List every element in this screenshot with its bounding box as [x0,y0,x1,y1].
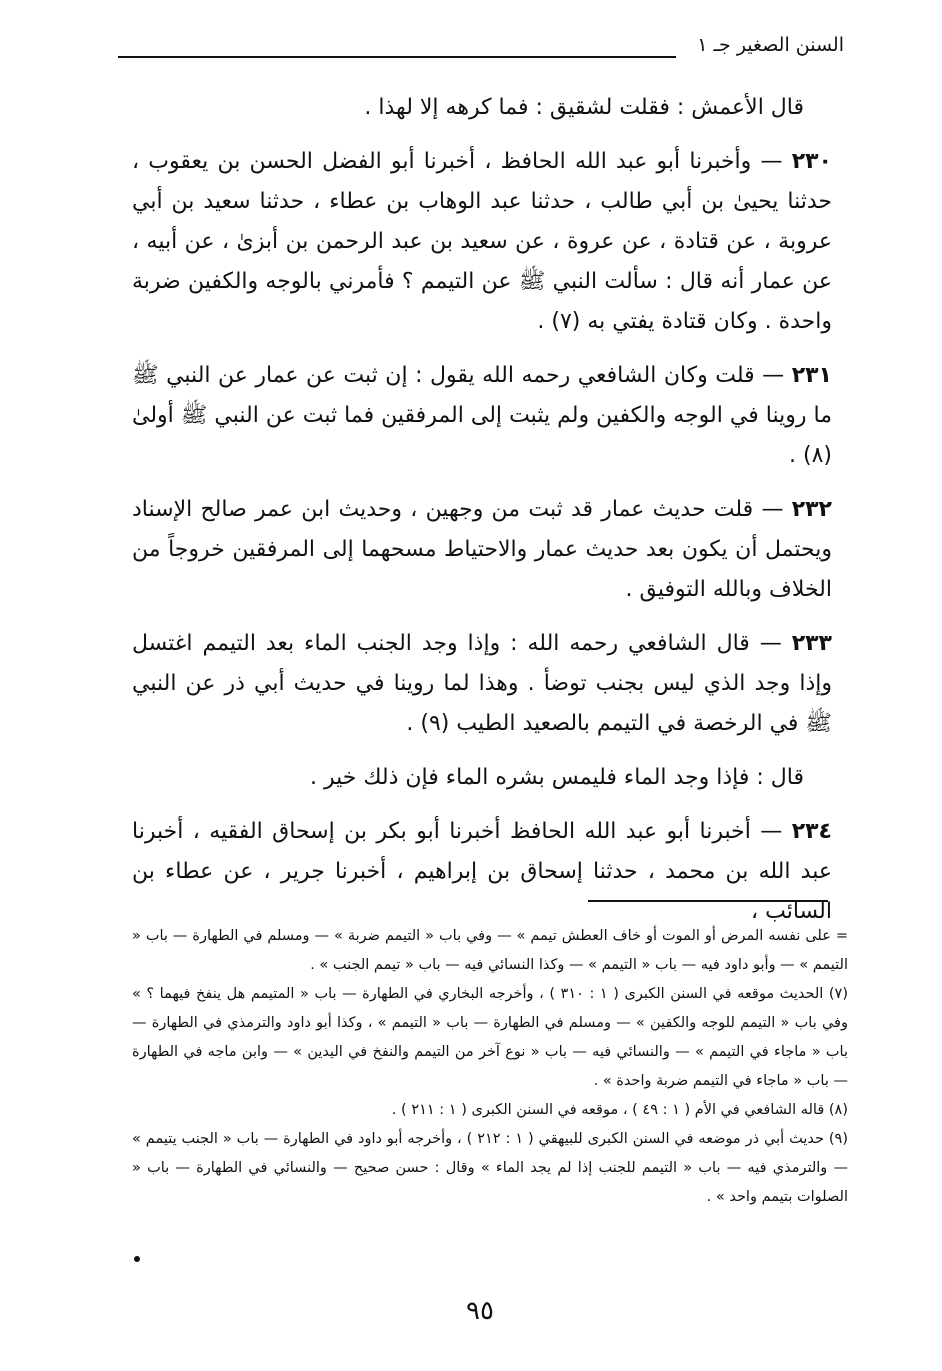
paragraph-intro [132,88,832,128]
hadith-text: — أخبرنا أبو عبد الله الحافظ أخبرنا أبو بكر بن إسحاق الفقيه ، أخبرنا عبد الله بن محمد ، حدثنا إسحاق بن إبراهيم ، أخبرنا جرير ، عن عطاء بن السائب ، [132,819,832,924]
hadith-230 [132,142,832,342]
footnote-rule [588,900,828,902]
ink-dot [134,1256,140,1262]
hadith-number: ٢٣٣ [791,631,832,656]
page-number: ٩٥ [466,1296,494,1326]
hadith-number: ٢٣٢ [791,497,832,522]
main-text [132,88,832,946]
header-title: السنن الصغير جـ ١ [697,34,844,56]
hadith-text: — قال الشافعي رحمه الله : وإذا وجد الجنب الماء بعد التيمم اغتسل وإذا وجد الذي ليس بجنب توضأ . وهذا لما روينا في حديث أبي ذر عن النبي ﷺ في الرخصة في التيمم بالصعيد الطيب (٩) . [132,631,832,736]
paragraph-text: قال الأعمش : فقلت لشقيق : فما كرهه إلا لهذا . [364,95,804,120]
hadith-231 [132,356,832,476]
hadith-234 [132,812,832,932]
hadith-232 [132,490,832,610]
paragraph-text: قال : فإذا وجد الماء فليمس بشره الماء فإن ذلك خير . [309,765,804,790]
footnote-continuation: = على نفسه المرض أو الموت أو خاف العطش تيمم » — وفي باب « التيمم ضربة » — ومسلم في الطهارة — باب « التيمم » — وأبو داود فيه — باب « التيمم » — وكذا النسائي فيه — باب « تيمم الجنب » . [132,928,848,973]
hadith-number: ٢٣٤ [791,819,832,844]
hadith-text: — قلت وكان الشافعي رحمه الله يقول : إن ثبت عن عمار عن النبي ﷺ ما روينا في الوجه والكفين ولم يثبت إلى المرفقين فما ثبت عن النبي ﷺ أولىٰ (٨) . [132,363,832,468]
footnote-7: (٧) الحديث موقعه في السنن الكبرى ( ١ : ٣١٠ ) ، وأخرجه البخاري في الطهارة — باب « المتيمم هل ينفخ فيهما ؟ » وفي باب « التيمم للوجه والكفين » — ومسلم في الطهارة — باب « التيمم » ، وكذا أبو داود والترمذي في الطهارة — باب « ماجاء في التيمم » — والنسائي فيه — باب « نوع آخر من التيمم والنفخ في اليدين » — وابن ماجه في الطهارة — باب « ماجاء في التيمم ضربة واحدة » . [132,986,849,1089]
hadith-number: ٢٣١ [791,363,832,388]
paragraph-statement [132,758,832,798]
footnote-9: (٩) حديث أبي ذر موضعه في السنن الكبرى للبيهقي ( ١ : ٢١٢ ) ، وأخرجه أبو داود في الطهارة — باب « الجنب يتيمم » — والترمذي فيه — باب « التيمم للجنب إذا لم يجد الماء » وقال : حسن صحيح — والنسائي في الطهارة — باب « الصلوات بتيمم واحد » . [132,1131,848,1205]
hadith-text: — قلت حديث عمار قد ثبت من وجهين ، وحديث ابن عمر صالح الإسناد ويحتمل أن يكون بعد حديث عمار والاحتياط مسحهما إلى المرفقين خروجاً من الخلاف وبالله التوفيق . [132,497,832,602]
hadith-233 [132,624,832,744]
hadith-text: — وأخبرنا أبو عبد الله الحافظ ، أخبرنا أبو الفضل الحسن بن يعقوب ، حدثنا يحيىٰ بن أبي طالب ، حدثنا عبد الوهاب بن عطاء ، حدثنا سعيد بن أبي عروبة ، عن قتادة ، عن عروة ، عن سعيد بن عبد الرحمن بن أبزىٰ ، عن أبيه ، عن عمار أنه قال : سألت النبي ﷺ عن التيمم ؟ فأمرني بالوجه والكفين ضربة واحدة . وكان قتادة يفتي به (٧) . [132,149,832,334]
footnote-8: (٨) قاله الشافعي في الأم ( ١ : ٤٩ ) ، موقعه في السنن الكبرى ( ١ : ٢١١ ) . [391,1102,848,1118]
running-header [118,34,844,68]
hadith-number: ٢٣٠ [791,149,832,174]
header-rule [118,56,676,58]
footnotes [132,922,848,1212]
